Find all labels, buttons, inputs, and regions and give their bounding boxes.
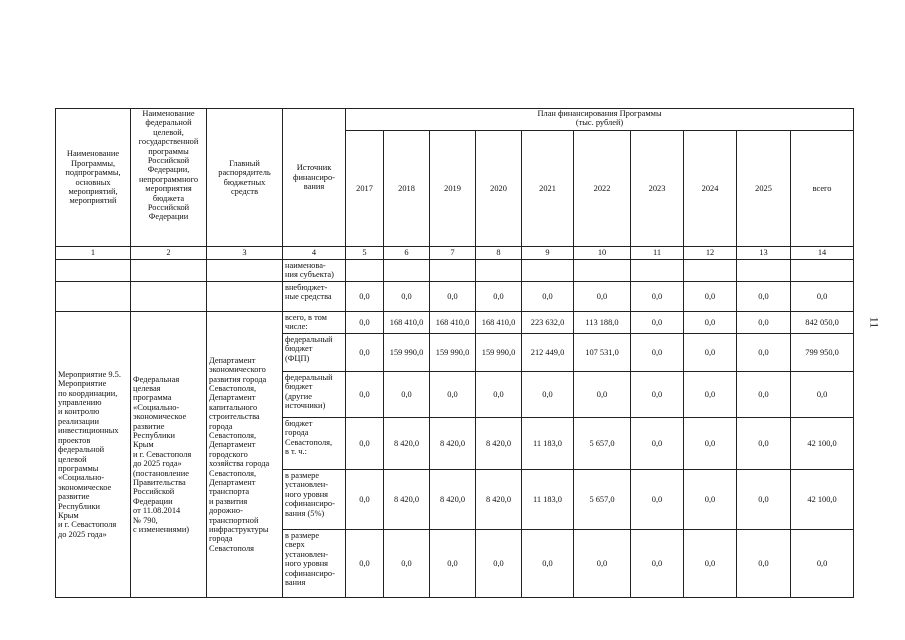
value-cell: 168 410,0 xyxy=(430,312,476,334)
measure-rows xyxy=(56,312,854,598)
value-cell xyxy=(791,260,854,282)
budget-manager: Департамент экономического развития города Севастополя, Департамент капитального строительства города Севастополя, Департамент городского хозяйства города Севастополя, Департамент транспорта и развития дорожно- транспортной инфраструктуры города Севастополя xyxy=(207,312,283,598)
value-cell: 0,0 xyxy=(684,530,737,598)
value-cell: 8 420,0 xyxy=(384,470,430,530)
column-number: 3 xyxy=(207,247,283,260)
value-cell: 0,0 xyxy=(346,334,384,372)
source-cell: в размере установлен- ного уровня софинансиро- вания (5%) xyxy=(283,470,346,530)
year-header: 2025 xyxy=(737,131,791,247)
measure-name: Мероприятие 9.5. Мероприятие по координации, управлению и контролю реализации инвестиционных проектов федеральной целевой программы «Социально- экономическое развитие Республики Крым и г. Севастополя до 2025 года» xyxy=(56,312,131,598)
value-cell: 0,0 xyxy=(631,418,684,470)
table-row xyxy=(56,282,854,312)
year-header: 2021 xyxy=(522,131,574,247)
value-cell: 0,0 xyxy=(430,530,476,598)
value-cell: 11 183,0 xyxy=(522,418,574,470)
value-cell: 0,0 xyxy=(737,530,791,598)
column-number: 5 xyxy=(346,247,384,260)
value-cell xyxy=(737,260,791,282)
value-cell: 0,0 xyxy=(430,372,476,418)
year-header: 2017 xyxy=(346,131,384,247)
value-cell: 0,0 xyxy=(574,530,631,598)
value-cell: 0,0 xyxy=(737,334,791,372)
value-cell: 0,0 xyxy=(684,470,737,530)
value-cell: 159 990,0 xyxy=(476,334,522,372)
column-number: 9 xyxy=(522,247,574,260)
value-cell: 0,0 xyxy=(346,470,384,530)
value-cell: 212 449,0 xyxy=(522,334,574,372)
value-cell xyxy=(346,260,384,282)
year-header: 2024 xyxy=(684,131,737,247)
value-cell: 8 420,0 xyxy=(476,470,522,530)
source-cell: бюджет города Севастополя, в т. ч.: xyxy=(283,418,346,470)
value-cell: 0,0 xyxy=(631,530,684,598)
value-cell: 0,0 xyxy=(384,282,430,312)
value-cell: 5 657,0 xyxy=(574,418,631,470)
value-cell: 0,0 xyxy=(430,282,476,312)
value-cell: 159 990,0 xyxy=(384,334,430,372)
value-cell: 799 950,0 xyxy=(791,334,854,372)
value-cell: 5 657,0 xyxy=(574,470,631,530)
column-number: 10 xyxy=(574,247,631,260)
year-header: 2020 xyxy=(476,131,522,247)
empty-cell xyxy=(131,260,207,282)
column-number: 14 xyxy=(791,247,854,260)
value-cell: 0,0 xyxy=(631,334,684,372)
value-cell: 0,0 xyxy=(737,372,791,418)
value-cell: 42 100,0 xyxy=(791,470,854,530)
empty-cell xyxy=(56,260,131,282)
empty-cell xyxy=(207,282,283,312)
value-cell: 0,0 xyxy=(631,470,684,530)
value-cell: 0,0 xyxy=(574,372,631,418)
value-cell: 0,0 xyxy=(684,282,737,312)
header-source: Источник финансиро- вания xyxy=(283,109,346,247)
value-cell: 0,0 xyxy=(684,312,737,334)
value-cell: 0,0 xyxy=(476,372,522,418)
value-cell: 0,0 xyxy=(476,282,522,312)
source-cell: федеральный бюджет (другие источники) xyxy=(283,372,346,418)
value-cell: 0,0 xyxy=(384,530,430,598)
value-cell: 168 410,0 xyxy=(476,312,522,334)
value-cell: 0,0 xyxy=(384,372,430,418)
value-cell xyxy=(430,260,476,282)
year-header: 2019 xyxy=(430,131,476,247)
value-cell: 0,0 xyxy=(574,282,631,312)
header-federal-program: Наименование федеральной целевой, государственной программы Российской Федерации, непрограммного мероприятия бюджета Российской Федерации xyxy=(131,109,207,247)
column-number: 1 xyxy=(56,247,131,260)
value-cell: 0,0 xyxy=(631,372,684,418)
value-cell: 8 420,0 xyxy=(476,418,522,470)
financing-table xyxy=(55,108,854,598)
value-cell: 0,0 xyxy=(737,282,791,312)
source-cell: всего, в том числе: xyxy=(283,312,346,334)
value-cell: 842 050,0 xyxy=(791,312,854,334)
column-number: 7 xyxy=(430,247,476,260)
column-number: 2 xyxy=(131,247,207,260)
value-cell: 113 188,0 xyxy=(574,312,631,334)
value-cell: 0,0 xyxy=(791,282,854,312)
source-cell: наименова- ния субъекта) xyxy=(283,260,346,282)
value-cell: 0,0 xyxy=(346,418,384,470)
value-cell: 11 183,0 xyxy=(522,470,574,530)
value-cell: 0,0 xyxy=(737,312,791,334)
column-number: 13 xyxy=(737,247,791,260)
table-row xyxy=(56,312,854,334)
value-cell: 8 420,0 xyxy=(430,418,476,470)
source-cell: внебюджет- ные средства xyxy=(283,282,346,312)
empty-cell xyxy=(56,282,131,312)
column-number: 6 xyxy=(384,247,430,260)
header-manager: Главный распорядитель бюджетных средств xyxy=(207,109,283,247)
value-cell: 0,0 xyxy=(476,530,522,598)
value-cell: 42 100,0 xyxy=(791,418,854,470)
value-cell: 8 420,0 xyxy=(384,418,430,470)
year-header: 2022 xyxy=(574,131,631,247)
value-cell: 0,0 xyxy=(346,282,384,312)
value-cell: 0,0 xyxy=(522,530,574,598)
value-cell xyxy=(384,260,430,282)
source-cell: федеральный бюджет (ФЦП) xyxy=(283,334,346,372)
value-cell: 0,0 xyxy=(684,418,737,470)
value-cell xyxy=(631,260,684,282)
empty-cell xyxy=(207,260,283,282)
value-cell: 0,0 xyxy=(737,418,791,470)
value-cell: 8 420,0 xyxy=(430,470,476,530)
source-cell: в размере сверх установлен- ного уровня софинансиро- вания xyxy=(283,530,346,598)
value-cell: 168 410,0 xyxy=(384,312,430,334)
column-numbers-row xyxy=(56,247,854,260)
value-cell: 0,0 xyxy=(684,372,737,418)
value-cell: 0,0 xyxy=(684,334,737,372)
header-financing-plan: План финансирования Программы (тыс. рублей) xyxy=(346,109,854,131)
header-program-name: Наименование Программы, подпрограммы, основных мероприятий, мероприятий xyxy=(56,109,131,247)
value-cell: 0,0 xyxy=(522,282,574,312)
value-cell xyxy=(522,260,574,282)
value-cell: 107 531,0 xyxy=(574,334,631,372)
value-cell xyxy=(574,260,631,282)
column-number: 4 xyxy=(283,247,346,260)
value-cell xyxy=(684,260,737,282)
value-cell: 159 990,0 xyxy=(430,334,476,372)
value-cell: 0,0 xyxy=(522,372,574,418)
year-header: 2018 xyxy=(384,131,430,247)
column-number: 11 xyxy=(631,247,684,260)
value-cell: 0,0 xyxy=(791,530,854,598)
value-cell: 0,0 xyxy=(631,282,684,312)
column-number: 8 xyxy=(476,247,522,260)
value-cell: 223 632,0 xyxy=(522,312,574,334)
value-cell: 0,0 xyxy=(791,372,854,418)
value-cell: 0,0 xyxy=(346,530,384,598)
value-cell: 0,0 xyxy=(346,312,384,334)
value-cell: 0,0 xyxy=(737,470,791,530)
total-header: всего xyxy=(791,131,854,247)
continuation-rows xyxy=(56,260,854,312)
year-header: 2023 xyxy=(631,131,684,247)
value-cell: 0,0 xyxy=(346,372,384,418)
page-number: 11 xyxy=(867,316,882,329)
value-cell xyxy=(476,260,522,282)
value-cell: 0,0 xyxy=(631,312,684,334)
federal-program-name: Федеральная целевая программа «Социально- экономическое развитие Республики Крым и г. Севастополя до 2025 года» (постановление Правительства Российской Федерации от 11.08.2014 № 790, с изменениями) xyxy=(131,312,207,598)
column-number: 12 xyxy=(684,247,737,260)
empty-cell xyxy=(131,282,207,312)
table-row xyxy=(56,260,854,282)
